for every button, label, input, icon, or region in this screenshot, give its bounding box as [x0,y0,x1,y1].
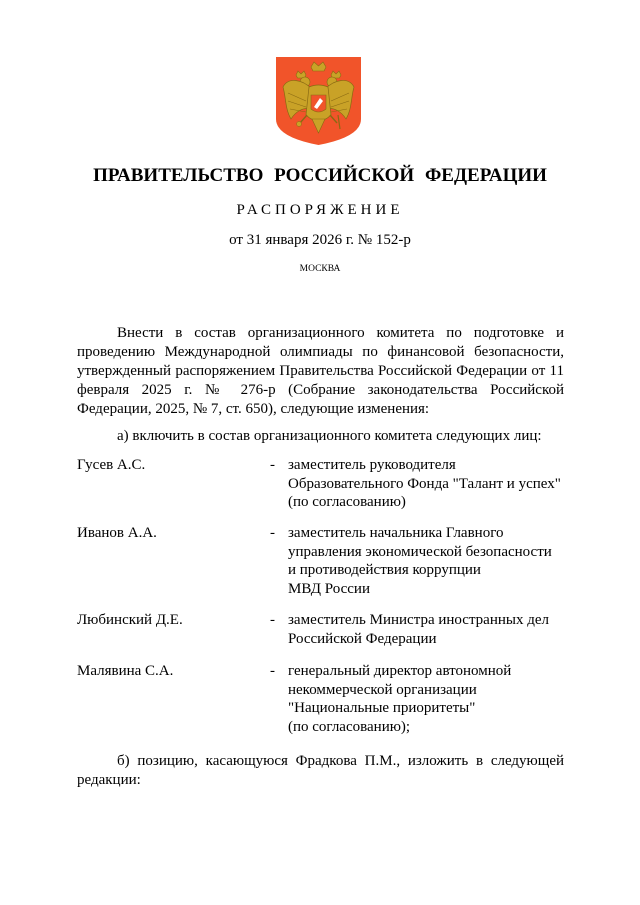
member-dash: - [270,525,275,541]
russian-coat-of-arms-icon [276,57,361,145]
position-line: и противодействия коррупции [288,562,481,578]
intro-paragraph: Внести в состав организационного комитета по подготовке и проведению Международной олимпиады по финансовой безопасности, утвержденный распоряжением Правительства Российской Федерации от 11 февраля 2025 г. № 276-р (Собрание законодательства Российской Федерации, 2025, № 7, ст. 650), следующие изменения: [77,325,564,417]
member-position [288,524,578,598]
member-name: Гусев А.С. [77,457,146,473]
point-b: б) позицию, касающуюся Фрадкова П.М., изложить в следующей редакции: [77,753,564,788]
member-position [288,456,578,512]
position-line: Российской Федерации [288,630,437,647]
position-line: Образовательного Фонда "Талант и успех" [288,475,561,492]
position-line: некоммерческой организации [288,681,477,698]
member-dash: - [270,612,275,628]
position-line: генеральный директор автономной [288,663,512,679]
document-city: МОСКВА [299,264,341,274]
member-position [288,662,578,736]
position-line: "Национальные приоритеты" [288,700,476,716]
member-dash: - [270,663,275,679]
point-a: а) включить в состав организационного комитета следующих лиц: [117,428,542,444]
position-line: заместитель начальника Главного [288,525,504,541]
position-line: (по согласованию) [288,494,406,510]
member-name: Иванов А.А. [77,525,157,541]
document-date-number: от 31 января 2026 г. № 152-р [229,232,411,248]
government-title: ПРАВИТЕЛЬСТВО РОССИЙСКОЙ ФЕДЕРАЦИИ [93,165,547,186]
member-name: Любинский Д.Е. [77,612,183,628]
document-type: РАСПОРЯЖЕНИЕ [236,202,404,218]
member-name: Малявина С.А. [77,663,174,679]
member-position [288,611,578,648]
position-line: МВД России [288,580,370,597]
member-dash: - [270,457,275,473]
position-line: заместитель Министра иностранных дел [288,612,549,628]
position-line: заместитель руководителя [288,457,456,473]
position-line: (по согласованию); [288,718,411,735]
position-line: управления экономической безопасности [288,543,552,560]
